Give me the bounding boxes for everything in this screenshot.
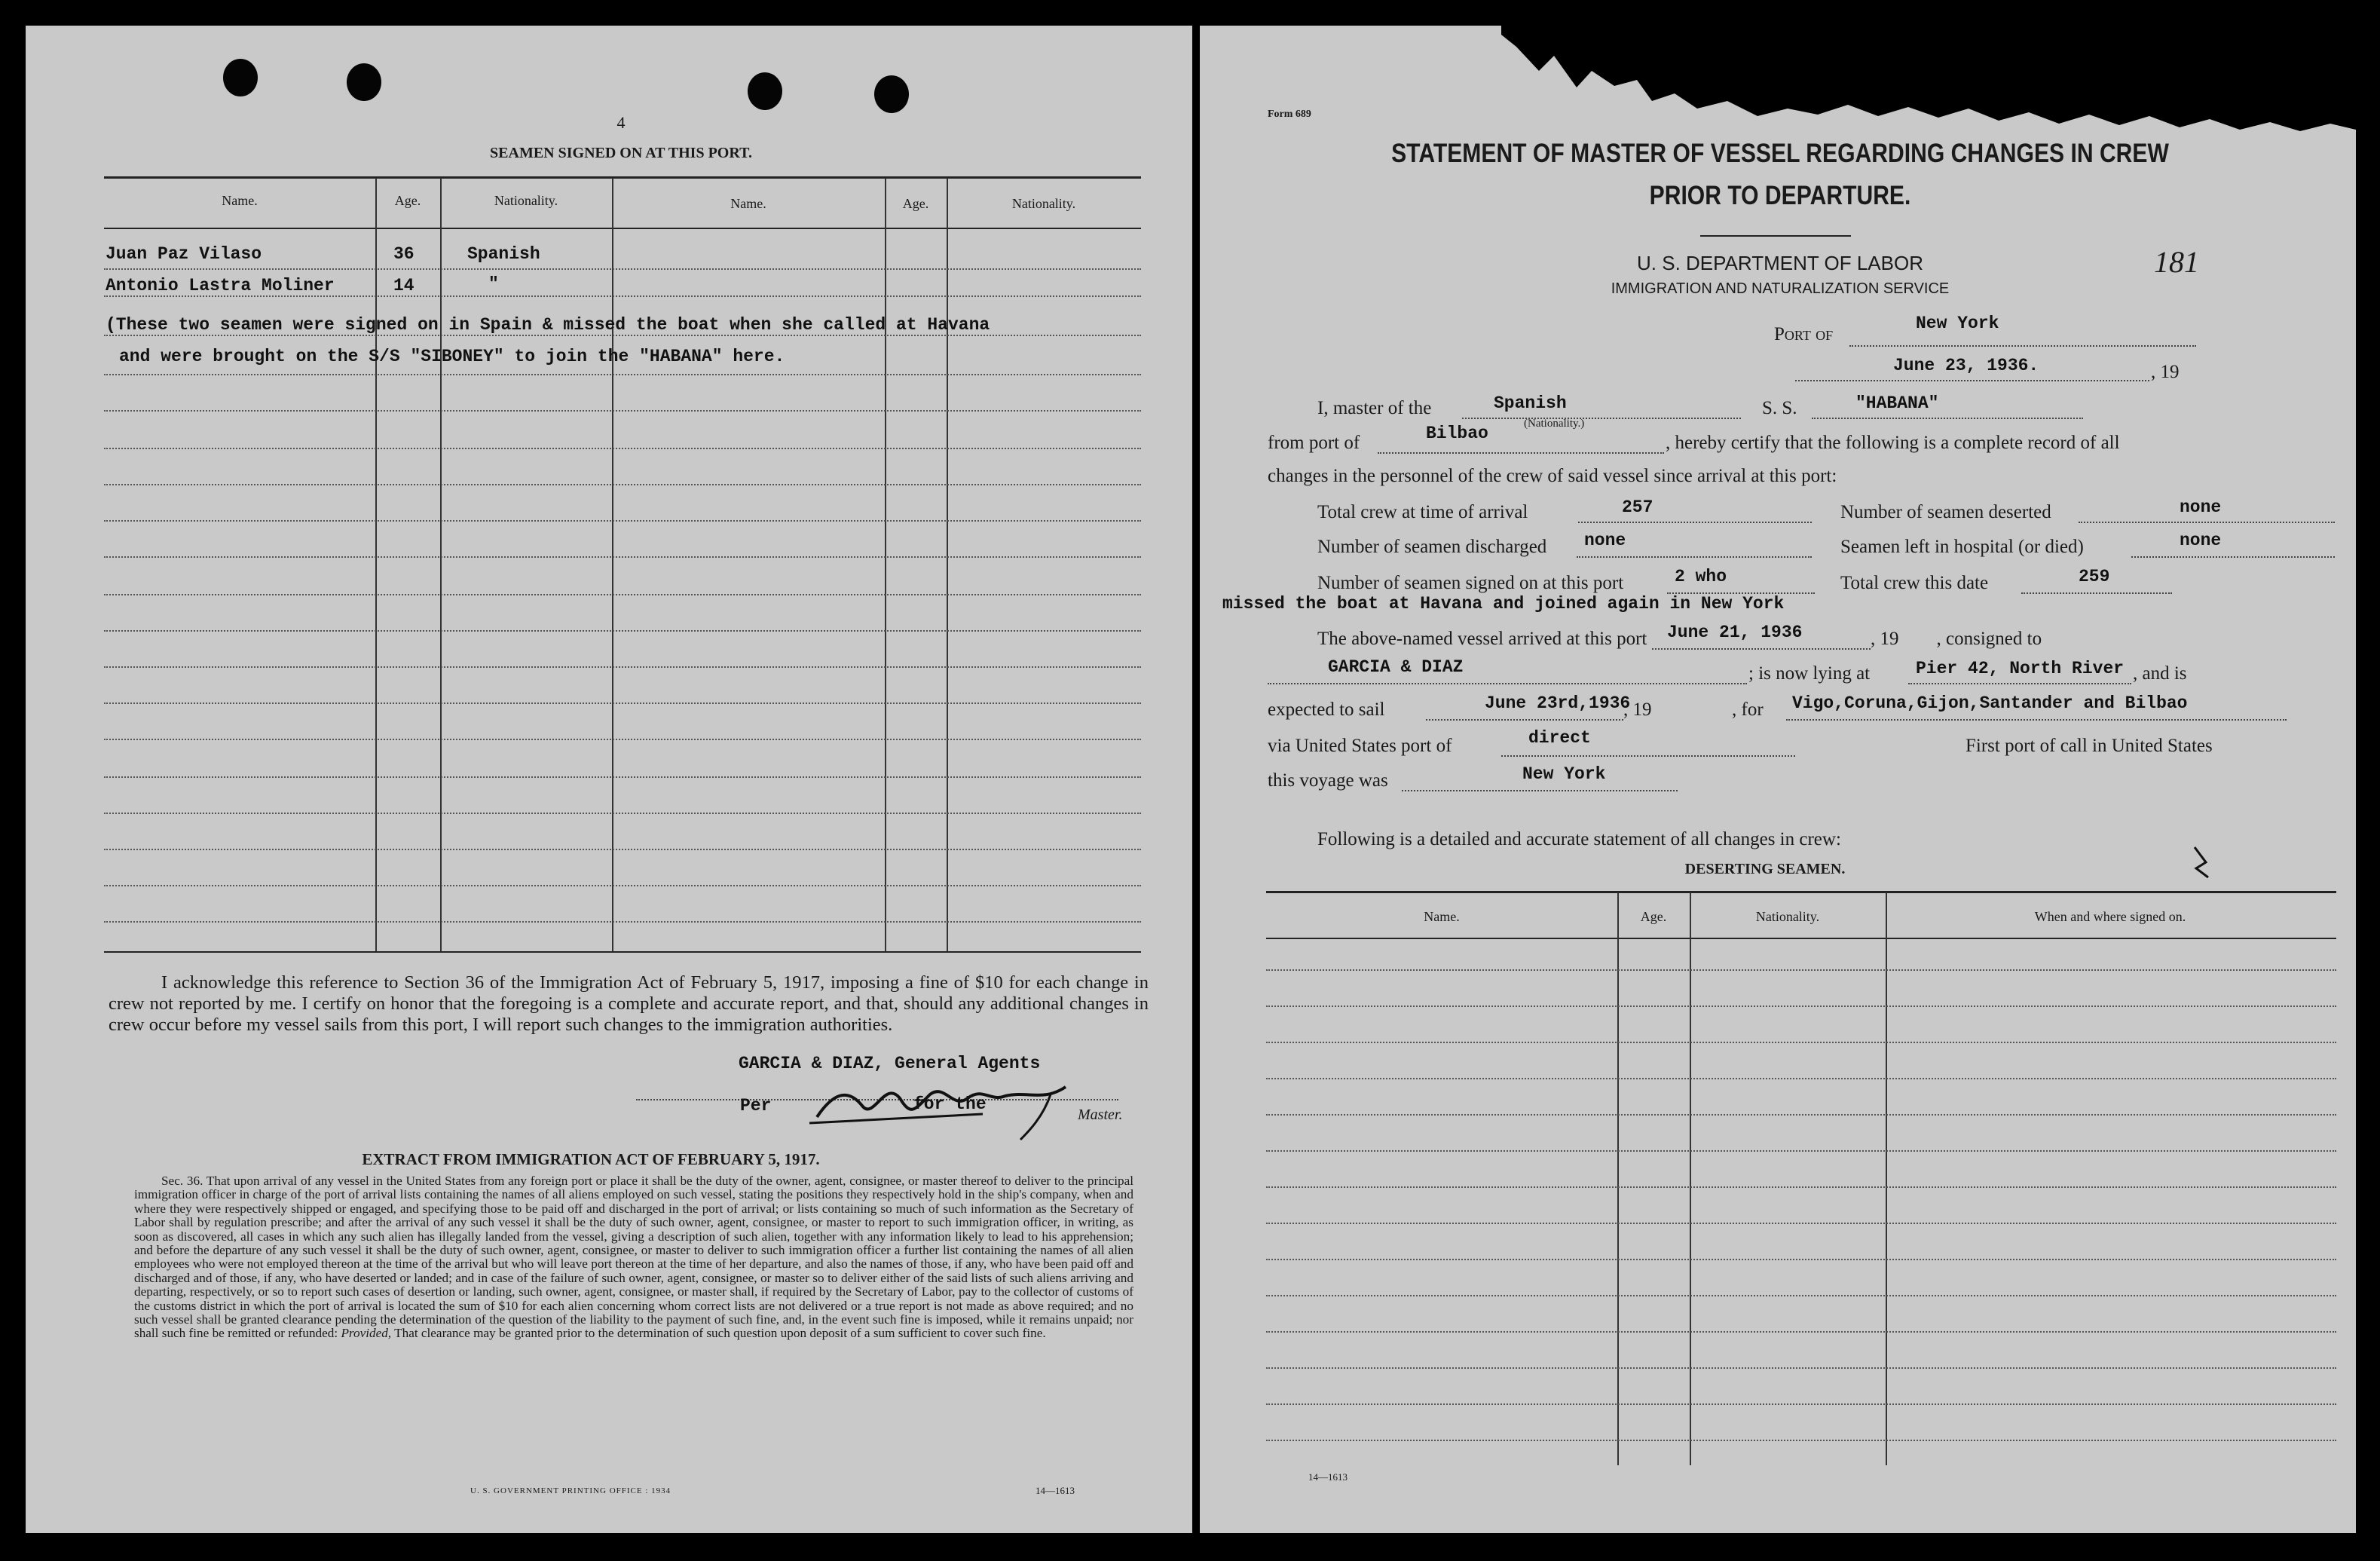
for-the-label: for the [913, 1094, 987, 1114]
voyage-label: this voyage was [1268, 770, 1388, 791]
table-row-nationality: " [488, 274, 499, 294]
hospital-label: Seamen left in hospital (or died) [1840, 537, 2084, 557]
expected-value: June 23rd,1936 [1485, 693, 1631, 713]
acknowledgement-text: I acknowledge this reference to Section 36 of the Immigration Act of February 5, 1917, imposing a fine of $10 for each change in crew not reported by me. I certify on honor that the foregoing is a complete and accurate report, and that, should any additional changes in crew occur before my vessel sails from this port, I will report such changes to the immigration authorities. [109, 972, 1149, 1035]
table-row-nationality: Spanish [467, 244, 540, 264]
department: U. S. DEPARTMENT OF LABOR [1637, 252, 1923, 274]
total-crew-date-label: Total crew this date [1840, 573, 1989, 593]
col-header-age-2: Age. [902, 196, 929, 211]
consignee-value: GARCIA & DIAZ [1328, 657, 1464, 677]
signature [802, 1064, 1133, 1147]
form-number: Form 689 [1268, 109, 1311, 120]
first-port-label: First port of call in United States [1965, 736, 2213, 756]
form-code: 14—1613 [1308, 1471, 1348, 1483]
destination-value: Vigo,Coruna,Gijon,Santander and Bilbao [1792, 693, 2188, 713]
deserted-value: none [2180, 497, 2222, 517]
punch-hole [347, 63, 381, 101]
table-row-age: 14 [393, 276, 415, 295]
col-header-nationality-2: Nationality. [1011, 196, 1076, 211]
handwritten-number: 181 [2154, 245, 2199, 279]
total-crew-arrival-value: 257 [1622, 497, 1653, 517]
col-header-nationality: Nationality. [494, 193, 558, 208]
hospital-value: none [2180, 531, 2222, 550]
master-of-label: I, master of the [1317, 398, 1432, 418]
lying-label: ; is now lying at [1748, 663, 1871, 684]
form-title: STATEMENT OF MASTER OF VESSEL REGARDING CHANGES IN CREW [1391, 139, 2169, 168]
col-header-age: Age. [1640, 909, 1667, 924]
deserting-title: DESERTING SEAMEN. [1684, 861, 1846, 877]
nationality-hint: (Nationality.) [1524, 418, 1585, 430]
ss-label: S. S. [1762, 398, 1797, 418]
note-line: and were brought on the S/S "SIBONEY" to join the "HABANA" here. [119, 347, 785, 366]
discharged-value: none [1584, 531, 1626, 550]
nationality-value: Spanish [1494, 393, 1567, 413]
date-value: June 23, 1936. [1893, 356, 2039, 375]
signed-on-value: 2 who [1675, 567, 1727, 586]
table-row-name: Juan Paz Vilaso [106, 244, 262, 264]
for-label: , for [1732, 699, 1764, 720]
punch-hole [223, 59, 258, 96]
expected-label: expected to sail [1268, 699, 1385, 720]
expected-suffix: , 19 [1623, 699, 1652, 720]
port-value: New York [1916, 314, 1999, 333]
col-header-nationality: Nationality. [1755, 909, 1820, 924]
total-crew-arrival-label: Total crew at time of arrival [1317, 502, 1528, 522]
extract-title: EXTRACT FROM IMMIGRATION ACT OF FEBRUARY 5, 1917. [362, 1150, 820, 1168]
per-label: Per [740, 1096, 772, 1116]
check-mark [2187, 840, 2217, 885]
punch-hole [874, 75, 909, 113]
left-page [26, 26, 1192, 1533]
following-text: Following is a detailed and accurate statement of all changes in crew: [1317, 829, 1841, 849]
agents-name: GARCIA & DIAZ, General Agents [739, 1054, 1041, 1073]
service: IMMIGRATION AND NATURALIZATION SERVICE [1611, 280, 1950, 297]
port-label: Port of [1774, 324, 1834, 344]
punch-hole [748, 72, 782, 110]
arrived-label: The above-named vessel arrived at this port [1317, 629, 1647, 649]
printer-imprint: U. S. GOVERNMENT PRINTING OFFICE : 1934 [470, 1486, 671, 1495]
col-header-signed-on: When and where signed on. [2034, 909, 2186, 924]
from-port-label: from port of [1268, 433, 1360, 453]
lying-value: Pier 42, North River [1916, 659, 2125, 678]
col-header-name-2: Name. [730, 196, 766, 211]
right-page [1200, 26, 2356, 1533]
table-row-age: 36 [393, 244, 415, 264]
certify-text: , hereby certify that the following is a complete record of all [1666, 433, 2120, 453]
col-header-name: Name. [222, 193, 258, 208]
total-crew-date-value: 259 [2079, 567, 2110, 586]
signed-on-note: missed the boat at Havana and joined again in New York [1222, 594, 1785, 614]
date-suffix: , 19 [2151, 362, 2180, 382]
deserted-label: Number of seamen deserted [1840, 502, 2051, 522]
changes-text: changes in the personnel of the crew of said vessel since arrival at this port: [1268, 466, 1837, 486]
from-port-value: Bilbao [1426, 424, 1488, 443]
discharged-label: Number of seamen discharged [1317, 537, 1547, 557]
form-title-line2: PRIOR TO DEPARTURE. [1649, 181, 1911, 210]
ship-value: "HABANA" [1855, 393, 1939, 413]
note-line: (These two seamen were signed on in Spain & missed the boat when she called at Havana [106, 315, 990, 335]
extract-text: Sec. 36. That upon arrival of any vessel in the United States from any foreign port or place it shall be the duty of the owner, agent, consignee, or master thereof to deliver to the principal immigration officer in charge of the port of arrival lists containing the names of all aliens employed on such vessel, stating the positions they respectively hold in the ship's company, when and where they were respectively shipped or engaged, and specifying those to be paid off and discharged in the port of arrival; or lists containing so much of such information as the Secretary of Labor shall by regulation prescribe; and after the arrival of any such vessel it shall be the duty of such owner, agent, consignee, or master to report to such immigration officer, in writing, as soon as discovered, all cases in which any such alien has illegally landed from the vessel, giving a description of such alien, together with any information likely to lead to his apprehension; and before the departure of any such vessel it shall be the duty of such owner, agent, consignee, or master to deliver to such immigration officer a further list containing the names of all alien employees who were not employed thereon at the time of the arrival but who will leave port thereon at the time of her departure, and also the names of those, if any, who have been paid off and discharged and of those, if any, who have deserted or landed; and in case of the failure of such owner, agent, consignee, or master so to deliver either of the said lists of such aliens arriving and departing, respectively, or so to report such cases of desertion or landing, such owner, agent, consignee, or master shall, if required by the Secretary of Labor, pay to the collector of customs of the customs district in which the port of arrival is located the sum of $10 for each alien concerning whom correct lists are not delivered or a true report is not made as above required; and no such vessel shall be granted clearance pending the determination of the question of the liability to the payment of such fine, and, in the event such fine is imposed, while it remains unpaid; nor shall such fine be remitted or refunded: Provided, That clearance may be granted prior to the determination of such question upon deposit of a sum sufficient to cover such fine. [134, 1174, 1133, 1341]
arrived-value: June 21, 1936 [1667, 623, 1803, 642]
page-number: 4 [616, 113, 626, 132]
table-row-name: Antonio Lastra Moliner [106, 276, 335, 295]
master-label: Master. [1078, 1106, 1123, 1123]
form-code: 14—1613 [1036, 1485, 1075, 1496]
voyage-value: New York [1522, 764, 1606, 784]
signed-on-label: Number of seamen signed on at this port [1317, 573, 1624, 593]
via-label: via United States port of [1268, 736, 1452, 756]
consigned-label: , 19 , consigned to [1871, 629, 2042, 649]
section-title: SEAMEN SIGNED ON AT THIS PORT. [490, 145, 752, 161]
col-header-name: Name. [1424, 909, 1460, 924]
and-is-label: , and is [2133, 663, 2187, 684]
via-value: direct [1528, 728, 1591, 748]
col-header-age: Age. [394, 193, 421, 208]
